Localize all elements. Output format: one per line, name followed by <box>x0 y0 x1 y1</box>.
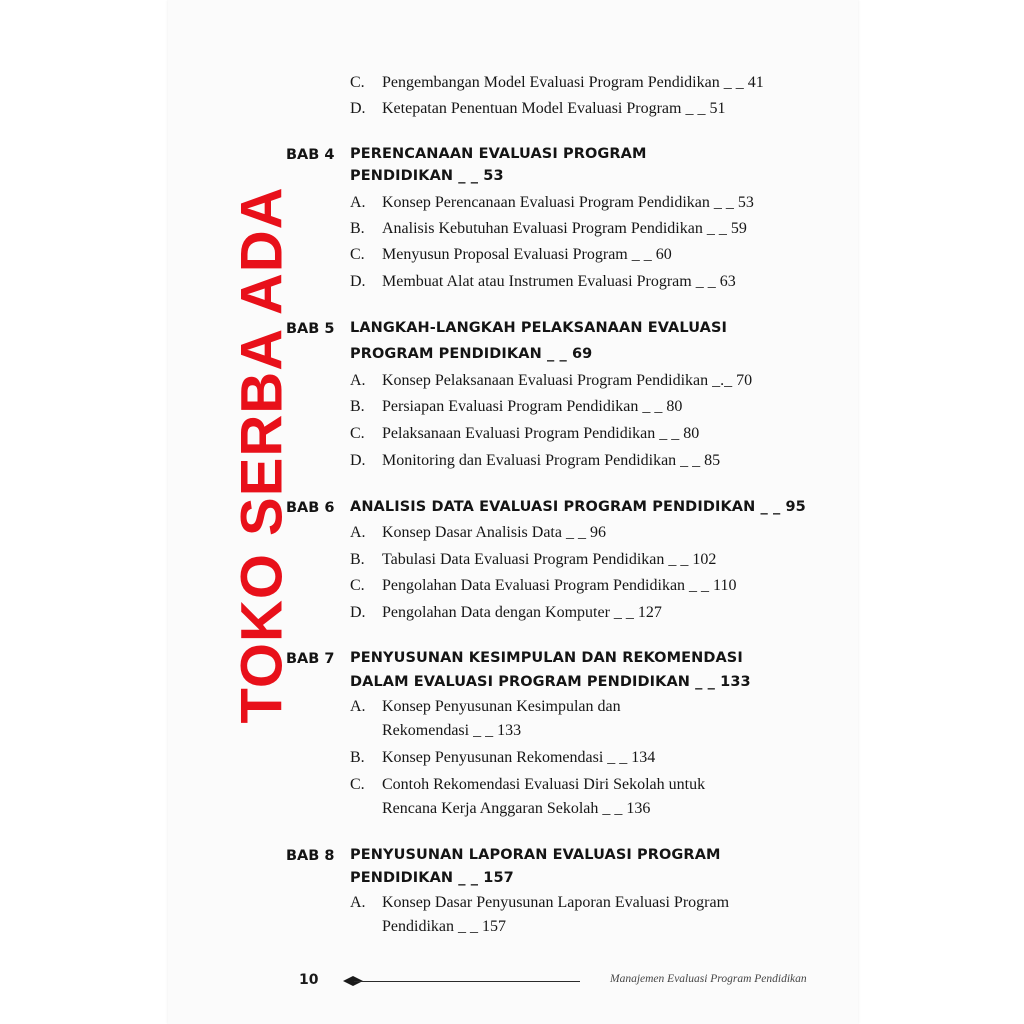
toc-entry-text: Menyusun Proposal Evaluasi Program _ _ 60 <box>382 246 672 263</box>
chapter-label: BAB 8 <box>286 848 335 864</box>
page-number: 10 <box>299 972 319 988</box>
toc-entry-letter: B. <box>350 551 365 568</box>
toc-entry-text: Contoh Rekomendasi Evaluasi Diri Sekolah untuk <box>382 776 706 793</box>
toc-entry-letter: D. <box>350 604 366 621</box>
toc-entry <box>350 424 699 444</box>
toc-entry-text: Konsep Dasar Penyusunan Laporan Evaluasi Program <box>382 894 730 911</box>
toc-entry-text: Konsep Penyusunan Rekomendasi _ _ 134 <box>382 749 656 766</box>
toc-entry <box>350 576 736 596</box>
toc-entry <box>350 99 725 119</box>
toc-entry-letter: C. <box>350 425 365 442</box>
chapter-title: PENYUSUNAN LAPORAN EVALUASI PROGRAM <box>350 847 721 863</box>
toc-entry-text: Monitoring dan Evaluasi Program Pendidikan _ _ 85 <box>382 452 721 469</box>
toc-entry <box>350 245 672 265</box>
toc-entry-letter: D. <box>350 273 366 290</box>
toc-entry-text: Pelaksanaan Evaluasi Program Pendidikan _ _ 80 <box>382 425 700 442</box>
toc-entry-text: Pengolahan Data dengan Komputer _ _ 127 <box>382 604 662 621</box>
toc-entry-letter: C. <box>350 577 365 594</box>
toc-entry-letter: C. <box>350 74 365 91</box>
toc-entry-text: Konsep Perencanaan Evaluasi Program Pendidikan _ _ 53 <box>382 194 754 211</box>
toc-entry-text: Persiapan Evaluasi Program Pendidikan _ _ 80 <box>382 398 683 415</box>
toc-entry <box>350 523 606 543</box>
toc-entry-continuation: Rekomendasi _ _ 133 <box>382 722 522 739</box>
toc-entry <box>350 748 655 768</box>
toc-entry-letter: C. <box>350 776 365 793</box>
toc-entry <box>350 397 682 417</box>
toc-entry-continuation: Pendidikan _ _ 157 <box>382 918 506 935</box>
toc-entry-letter: A. <box>350 372 366 389</box>
toc-entry <box>350 697 621 717</box>
chapter-title: LANGKAH-LANGKAH PELAKSANAAN EVALUASI <box>350 320 727 336</box>
toc-entry-text: Ketepatan Penentuan Model Evaluasi Program _ _ 51 <box>382 100 726 117</box>
toc-entry <box>350 193 754 213</box>
toc-entry-text: Konsep Dasar Analisis Data _ _ 96 <box>382 524 606 541</box>
toc-entry <box>350 272 736 292</box>
toc-entry <box>350 371 752 391</box>
chapter-title: PENYUSUNAN KESIMPULAN DAN REKOMENDASI <box>350 650 743 666</box>
toc-entry-text: Konsep Penyusunan Kesimpulan dan <box>382 698 621 715</box>
toc-entry-letter: B. <box>350 398 365 415</box>
watermark-text: TOKO SERBA ADA <box>229 186 295 724</box>
toc-entry-letter: D. <box>350 452 366 469</box>
chapter-title: PROGRAM PENDIDIKAN _ _ 69 <box>350 346 593 362</box>
chapter-title: PENDIDIKAN _ _ 53 <box>350 168 504 184</box>
toc-entry-letter: A. <box>350 698 366 715</box>
toc-entry-text: Konsep Pelaksanaan Evaluasi Program Pendidikan _._ 70 <box>382 372 753 389</box>
toc-entry <box>350 550 716 570</box>
chapter-title: DALAM EVALUASI PROGRAM PENDIDIKAN _ _ 133 <box>350 674 751 690</box>
chapter-title: ANALISIS DATA EVALUASI PROGRAM PENDIDIKAN _ _ 95 <box>350 499 806 515</box>
toc-entry-letter: B. <box>350 220 365 237</box>
toc-entry <box>350 775 705 795</box>
toc-entry-letter: C. <box>350 246 365 263</box>
toc-entry <box>350 451 720 471</box>
toc-entry-text: Pengembangan Model Evaluasi Program Pendidikan _ _ 41 <box>382 74 764 91</box>
toc-entry-letter: A. <box>350 194 366 211</box>
toc-entry-text: Pengolahan Data Evaluasi Program Pendidikan _ _ 110 <box>382 577 737 594</box>
toc-entry-text: Membuat Alat atau Instrumen Evaluasi Program _ _ 63 <box>382 273 736 290</box>
toc-entry <box>350 219 747 239</box>
toc-entry-text: Analisis Kebutuhan Evaluasi Program Pendidikan _ _ 59 <box>382 220 747 237</box>
toc-entry-letter: B. <box>350 749 365 766</box>
chapter-label: BAB 7 <box>286 651 335 667</box>
toc-entry <box>350 893 729 913</box>
toc-entry-letter: D. <box>350 100 366 117</box>
toc-entry <box>350 603 662 623</box>
toc-entry-letter: A. <box>350 524 366 541</box>
toc-entry-continuation: Rencana Kerja Anggaran Sekolah _ _ 136 <box>382 800 651 817</box>
chapter-label: BAB 5 <box>286 321 335 337</box>
chapter-label: BAB 4 <box>286 147 335 163</box>
chapter-title: PENDIDIKAN _ _ 157 <box>350 870 514 886</box>
chapter-title: PERENCANAAN EVALUASI PROGRAM <box>350 146 647 162</box>
toc-entry-letter: A. <box>350 894 366 911</box>
footer-rule <box>354 981 580 982</box>
toc-entry-text: Tabulasi Data Evaluasi Program Pendidikan _ _ 102 <box>382 551 717 568</box>
running-title: Manajemen Evaluasi Program Pendidikan <box>610 973 807 985</box>
toc-entry <box>350 73 764 93</box>
chapter-label: BAB 6 <box>286 500 335 516</box>
